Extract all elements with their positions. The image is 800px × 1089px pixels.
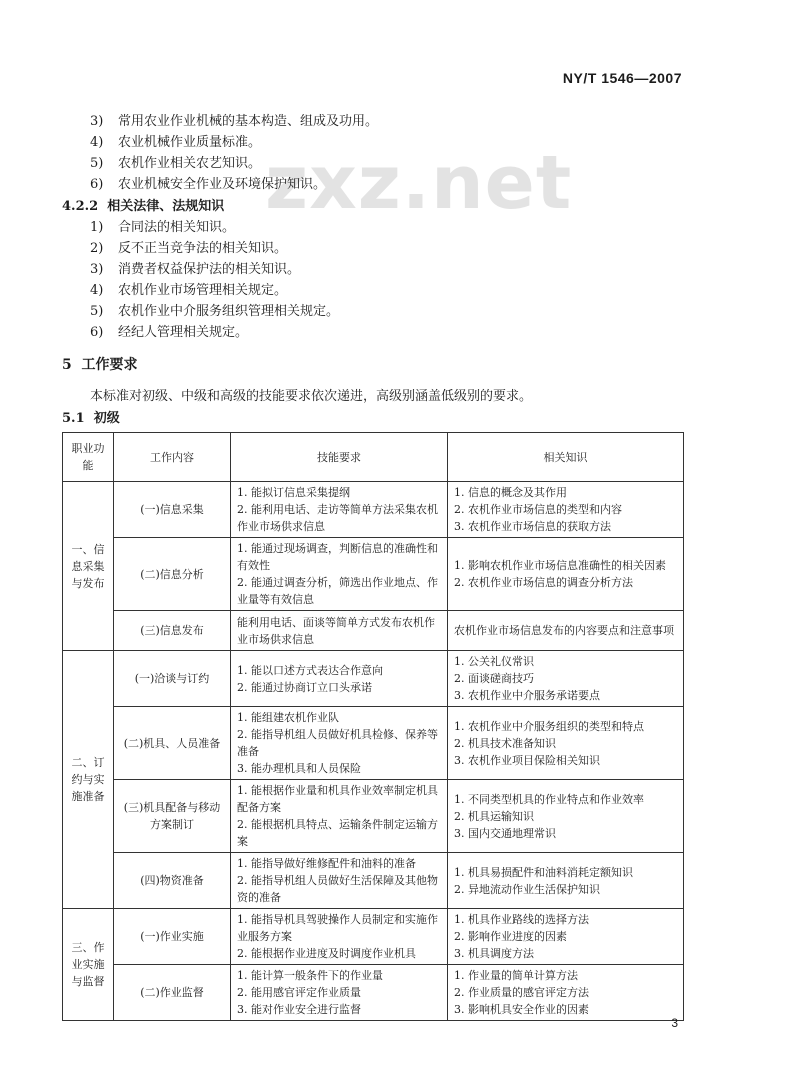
skill-requirement: 1. 能指导做好维修配件和油料的准备	[237, 857, 416, 870]
skill-requirement: 2. 能指导机组人员做好机具检修、保养等准备	[237, 728, 438, 758]
related-knowledge-cell	[448, 538, 684, 611]
skill-requirement-cell	[231, 707, 448, 780]
skill-requirements-table	[62, 432, 684, 1021]
list-item	[90, 110, 378, 129]
related-knowledge: 1. 机具易损配件和油料消耗定额知识	[454, 865, 633, 879]
skill-requirement: 2. 能用感官评定作业质量	[237, 986, 361, 999]
related-knowledge-cell	[448, 482, 684, 538]
section-5-1-heading: 5.1 初级	[62, 411, 120, 426]
list-item-text: 消费者权益保护法的相关知识。	[118, 262, 301, 277]
function-cell: 三、作业实施与监督	[63, 909, 114, 1021]
related-knowledge-cell	[448, 853, 684, 909]
list-item	[90, 237, 287, 256]
list-item-number: 1)	[90, 220, 104, 235]
page-number: 3	[671, 1016, 678, 1030]
related-knowledge: 3. 国内交通地理常识	[454, 826, 556, 840]
work-content-cell: (二)信息分析	[114, 538, 231, 611]
list-item-number: 6)	[90, 325, 104, 340]
related-knowledge: 3. 农机作业中介服务承诺要点	[454, 689, 600, 702]
table-row	[63, 611, 684, 651]
list-item-text: 农业机械作业质量标准。	[118, 135, 262, 150]
skill-requirement-cell	[231, 780, 448, 853]
list-item-number: 4)	[90, 135, 104, 150]
list-item-text: 农机作业市场管理相关规定。	[118, 283, 288, 298]
header-content: 工作内容	[114, 433, 231, 482]
header-skill: 技能要求	[231, 433, 448, 482]
work-content-cell: (一)洽谈与订约	[114, 651, 231, 707]
skill-requirement: 1. 能以口述方式表达合作意向	[237, 663, 383, 677]
skill-requirement-cell	[231, 611, 448, 651]
related-knowledge: 1. 公关礼仪常识	[454, 655, 534, 668]
related-knowledge: 2. 农机作业市场信息的类型和内容	[454, 503, 622, 516]
skill-requirement: 2. 能根据作业进度及时调度作业机具	[237, 947, 416, 960]
table-header-row	[63, 433, 684, 482]
list-item-number: 3)	[90, 114, 104, 129]
list-item	[90, 152, 261, 171]
header-knowledge: 相关知识	[448, 433, 684, 482]
work-content-cell: (三)信息发布	[114, 611, 231, 651]
related-knowledge: 1. 不同类型机具的作业特点和作业效率	[454, 792, 644, 806]
related-knowledge: 1. 影响农机作业市场信息准确性的相关因素	[454, 559, 666, 572]
related-knowledge: 1. 作业量的简单计算方法	[454, 969, 578, 982]
section-5-paragraph: 本标准对初级、中级和高级的技能要求依次递进，高级别涵盖低级别的要求。	[90, 389, 533, 404]
skill-requirement: 1. 能通过现场调查，判断信息的准确性和有效性	[237, 542, 438, 572]
list-item-text: 经纪人管理相关规定。	[118, 325, 249, 340]
table-row	[63, 909, 684, 965]
skill-requirement: 2. 能根据机具特点、运输条件制定运输方案	[237, 818, 438, 848]
skill-requirement: 1. 能指导机具驾驶操作人员制定和实施作业服务方案	[237, 913, 438, 943]
related-knowledge: 2. 影响作业进度的因素	[454, 930, 567, 943]
table-row	[63, 707, 684, 780]
list-item	[90, 258, 300, 277]
skill-requirement: 2. 能通过协商订立口头承诺	[237, 680, 372, 694]
section-5-heading: 5 工作要求	[62, 357, 138, 373]
skill-requirement: 1. 能组建农机作业队	[237, 711, 339, 724]
skill-requirement-cell	[231, 853, 448, 909]
header-function: 职业功能	[63, 433, 114, 482]
work-content-cell: (三)机具配备与移动方案制订	[114, 780, 231, 853]
list-item	[90, 131, 261, 150]
list-item-number: 6)	[90, 177, 104, 192]
function-cell: 二、订约与实施准备	[63, 651, 114, 909]
work-content-cell: (二)机具、人员准备	[114, 707, 231, 780]
related-knowledge: 2. 作业质量的感官评定方法	[454, 986, 589, 999]
table-row	[63, 965, 684, 1021]
skill-requirement-cell	[231, 538, 448, 611]
work-content-cell: (二)作业监督	[114, 965, 231, 1021]
standard-number: NY/T 1546—2007	[562, 70, 682, 86]
list-item	[90, 279, 287, 298]
skill-requirement: 1. 能拟订信息采集提纲	[237, 486, 350, 499]
related-knowledge: 农机作业市场信息发布的内容要点和注意事项	[454, 624, 674, 637]
work-content-cell: (四)物资准备	[114, 853, 231, 909]
list-item-number: 3)	[90, 262, 104, 277]
related-knowledge: 2. 农机作业市场信息的调查分析方法	[454, 576, 633, 589]
list-item-text: 农机作业相关农艺知识。	[118, 156, 262, 171]
list-item-number: 5)	[90, 156, 104, 171]
skill-requirement-cell	[231, 909, 448, 965]
related-knowledge: 3. 机具调度方法	[454, 947, 534, 960]
list-item-number: 2)	[90, 241, 104, 256]
list-item	[90, 300, 339, 319]
related-knowledge: 2. 机具运输知识	[454, 809, 534, 823]
skill-requirement: 3. 能对作业安全进行监督	[237, 1003, 361, 1016]
skill-requirement-cell	[231, 965, 448, 1021]
related-knowledge: 2. 机具技术准备知识	[454, 736, 556, 750]
list-item-text: 农业机械安全作业及环境保护知识。	[118, 177, 327, 192]
related-knowledge-cell	[448, 611, 684, 651]
list-item-text: 常用农业作业机械的基本构造、组成及功用。	[118, 114, 379, 129]
related-knowledge: 1. 机具作业路线的选择方法	[454, 913, 589, 926]
function-cell: 一、信息采集与发布	[63, 482, 114, 651]
related-knowledge-cell	[448, 651, 684, 707]
related-knowledge-cell	[448, 909, 684, 965]
table-row	[63, 651, 684, 707]
table-row	[63, 780, 684, 853]
watermark: zxz.net	[265, 140, 573, 226]
list-item-text: 反不正当竞争法的相关知识。	[118, 241, 288, 256]
skill-requirement-cell	[231, 651, 448, 707]
list-item	[90, 321, 248, 340]
work-content-cell: (一)信息采集	[114, 482, 231, 538]
table-row	[63, 482, 684, 538]
skill-requirement: 能利用电话、面谈等简单方式发布农机作业市场供求信息	[237, 615, 435, 646]
section-4-2-2-heading: 4.2.2 相关法律、法规知识	[62, 199, 225, 214]
skill-requirement: 2. 能利用电话、走访等简单方法采集农机作业市场供求信息	[237, 503, 438, 533]
list-item	[90, 173, 326, 192]
related-knowledge: 2. 异地流动作业生活保护知识	[454, 882, 600, 896]
list-item-number: 5)	[90, 304, 104, 319]
work-content-cell: (一)作业实施	[114, 909, 231, 965]
related-knowledge: 2. 面谈磋商技巧	[454, 672, 534, 685]
related-knowledge: 3. 农机作业市场信息的获取方法	[454, 520, 611, 533]
related-knowledge: 3. 农机作业项目保险相关知识	[454, 753, 600, 767]
skill-requirement: 3. 能办理机具和人员保险	[237, 762, 361, 775]
skill-requirement: 1. 能计算一般条件下的作业量	[237, 969, 383, 982]
skill-requirement-cell	[231, 482, 448, 538]
related-knowledge: 1. 农机作业中介服务组织的类型和特点	[454, 719, 644, 733]
related-knowledge: 3. 影响机具安全作业的因素	[454, 1003, 589, 1016]
list-item-text: 农机作业中介服务组织管理相关规定。	[118, 304, 340, 319]
skill-requirement: 1. 能根据作业量和机具作业效率制定机具配备方案	[237, 784, 438, 814]
skill-requirement: 2. 能通过调查分析，筛选出作业地点、作业量等有效信息	[237, 576, 438, 606]
table-row	[63, 538, 684, 611]
list-item-text: 合同法的相关知识。	[118, 220, 236, 235]
related-knowledge-cell	[448, 965, 684, 1021]
table-row	[63, 853, 684, 909]
skill-requirement: 2. 能指导机组人员做好生活保障及其他物资的准备	[237, 874, 438, 904]
list-item-number: 4)	[90, 283, 104, 298]
related-knowledge: 1. 信息的概念及其作用	[454, 486, 567, 499]
related-knowledge-cell	[448, 780, 684, 853]
related-knowledge-cell	[448, 707, 684, 780]
list-item	[90, 216, 235, 235]
